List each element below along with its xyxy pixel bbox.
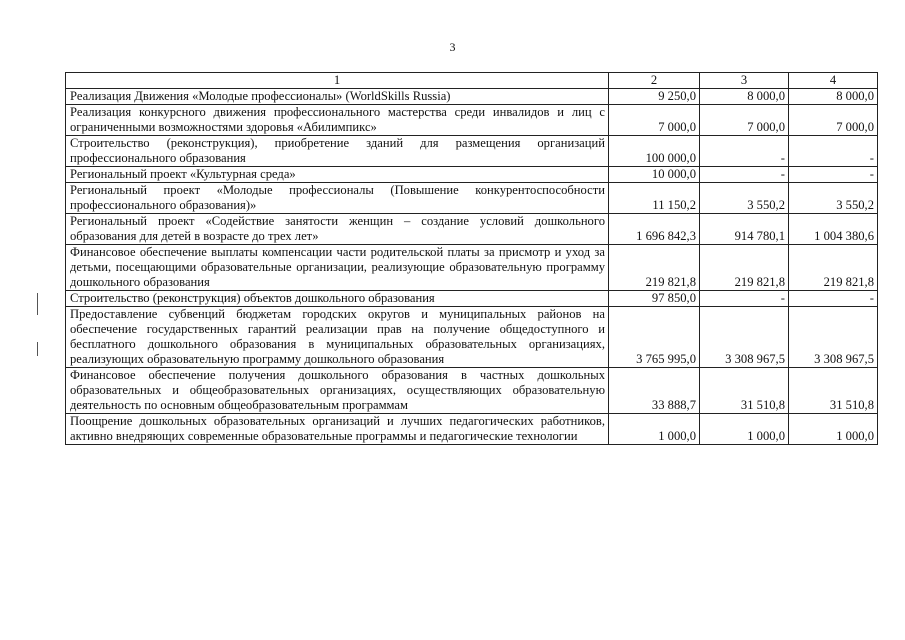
value-col-4: 8 000,0: [789, 89, 878, 105]
table-row: [66, 368, 878, 414]
value-col-2: 10 000,0: [609, 167, 700, 183]
row-description: Строительство (реконструкция), приобретение зданий для размещения организаций профессионального образования: [66, 136, 609, 167]
value-col-2: 9 250,0: [609, 89, 700, 105]
value-col-4: 31 510,8: [789, 368, 878, 414]
budget-table: [65, 72, 878, 445]
value-col-2: 219 821,8: [609, 245, 700, 291]
value-col-2: 7 000,0: [609, 105, 700, 136]
value-col-4: 1 004 380,6: [789, 214, 878, 245]
value-col-3: 3 308 967,5: [700, 307, 789, 368]
row-description: Реализация конкурсного движения профессионального мастерства среди инвалидов и лиц с ограниченными возможностями здоровья «Абилимпикс»: [66, 105, 609, 136]
header-row: [66, 73, 878, 89]
row-description: Реализация Движения «Молодые профессионалы» (WorldSkills Russia): [66, 89, 609, 105]
value-col-3: -: [700, 291, 789, 307]
table-row: [66, 105, 878, 136]
column-header: 1: [66, 73, 609, 89]
row-description: Финансовое обеспечение выплаты компенсации части родительской платы за присмотр и уход за детьми, посещающими образовательные организации, реализующие образовательную программу дошкольного образования: [66, 245, 609, 291]
value-col-4: -: [789, 167, 878, 183]
value-col-2: 11 150,2: [609, 183, 700, 214]
value-col-4: 3 308 967,5: [789, 307, 878, 368]
value-col-2: 33 888,7: [609, 368, 700, 414]
table-row: [66, 245, 878, 291]
table-row: [66, 214, 878, 245]
row-description: Строительство (реконструкция) объектов дошкольного образования: [66, 291, 609, 307]
value-col-4: 7 000,0: [789, 105, 878, 136]
table-row: [66, 183, 878, 214]
value-col-4: 1 000,0: [789, 414, 878, 445]
margin-mark: [37, 293, 38, 315]
page-number: 3: [449, 40, 456, 54]
value-col-3: 8 000,0: [700, 89, 789, 105]
value-col-2: 1 696 842,3: [609, 214, 700, 245]
margin-mark: [37, 342, 38, 356]
table-row: [66, 414, 878, 445]
value-col-4: 3 550,2: [789, 183, 878, 214]
value-col-4: 219 821,8: [789, 245, 878, 291]
table-row: [66, 307, 878, 368]
table-row: [66, 291, 878, 307]
value-col-3: -: [700, 167, 789, 183]
column-header: 3: [700, 73, 789, 89]
row-description: Региональный проект «Культурная среда»: [66, 167, 609, 183]
value-col-2: 97 850,0: [609, 291, 700, 307]
table-row: [66, 136, 878, 167]
column-header: 4: [789, 73, 878, 89]
value-col-2: 3 765 995,0: [609, 307, 700, 368]
value-col-3: 219 821,8: [700, 245, 789, 291]
row-description: Региональный проект «Содействие занятости женщин – создание условий дошкольного образования для детей в возрасте до трех лет»: [66, 214, 609, 245]
value-col-3: 1 000,0: [700, 414, 789, 445]
row-description: Предоставление субвенций бюджетам городских округов и муниципальных районов на обеспечение государственных гарантий реализации прав на получение общедоступного и бесплатного дошкольного образования в муниципальных образовательных организациях, реализующих образовательную программу дошкольного образования: [66, 307, 609, 368]
value-col-3: 914 780,1: [700, 214, 789, 245]
value-col-4: -: [789, 291, 878, 307]
value-col-2: 1 000,0: [609, 414, 700, 445]
value-col-2: 100 000,0: [609, 136, 700, 167]
table-row: [66, 89, 878, 105]
value-col-3: -: [700, 136, 789, 167]
row-description: Финансовое обеспечение получения дошкольного образования в частных дошкольных образовательных и общеобразовательных организациях, осуществляющих образовательную деятельность по основным общеобразовательным программам: [66, 368, 609, 414]
value-col-3: 3 550,2: [700, 183, 789, 214]
value-col-4: -: [789, 136, 878, 167]
value-col-3: 31 510,8: [700, 368, 789, 414]
row-description: Поощрение дошкольных образовательных организаций и лучших педагогических работников, активно внедряющих современные образовательные программы и педагогические технологии: [66, 414, 609, 445]
table-row: [66, 167, 878, 183]
column-header: 2: [609, 73, 700, 89]
value-col-3: 7 000,0: [700, 105, 789, 136]
row-description: Региональный проект «Молодые профессионалы (Повышение конкурентоспособности профессионального образования)»: [66, 183, 609, 214]
